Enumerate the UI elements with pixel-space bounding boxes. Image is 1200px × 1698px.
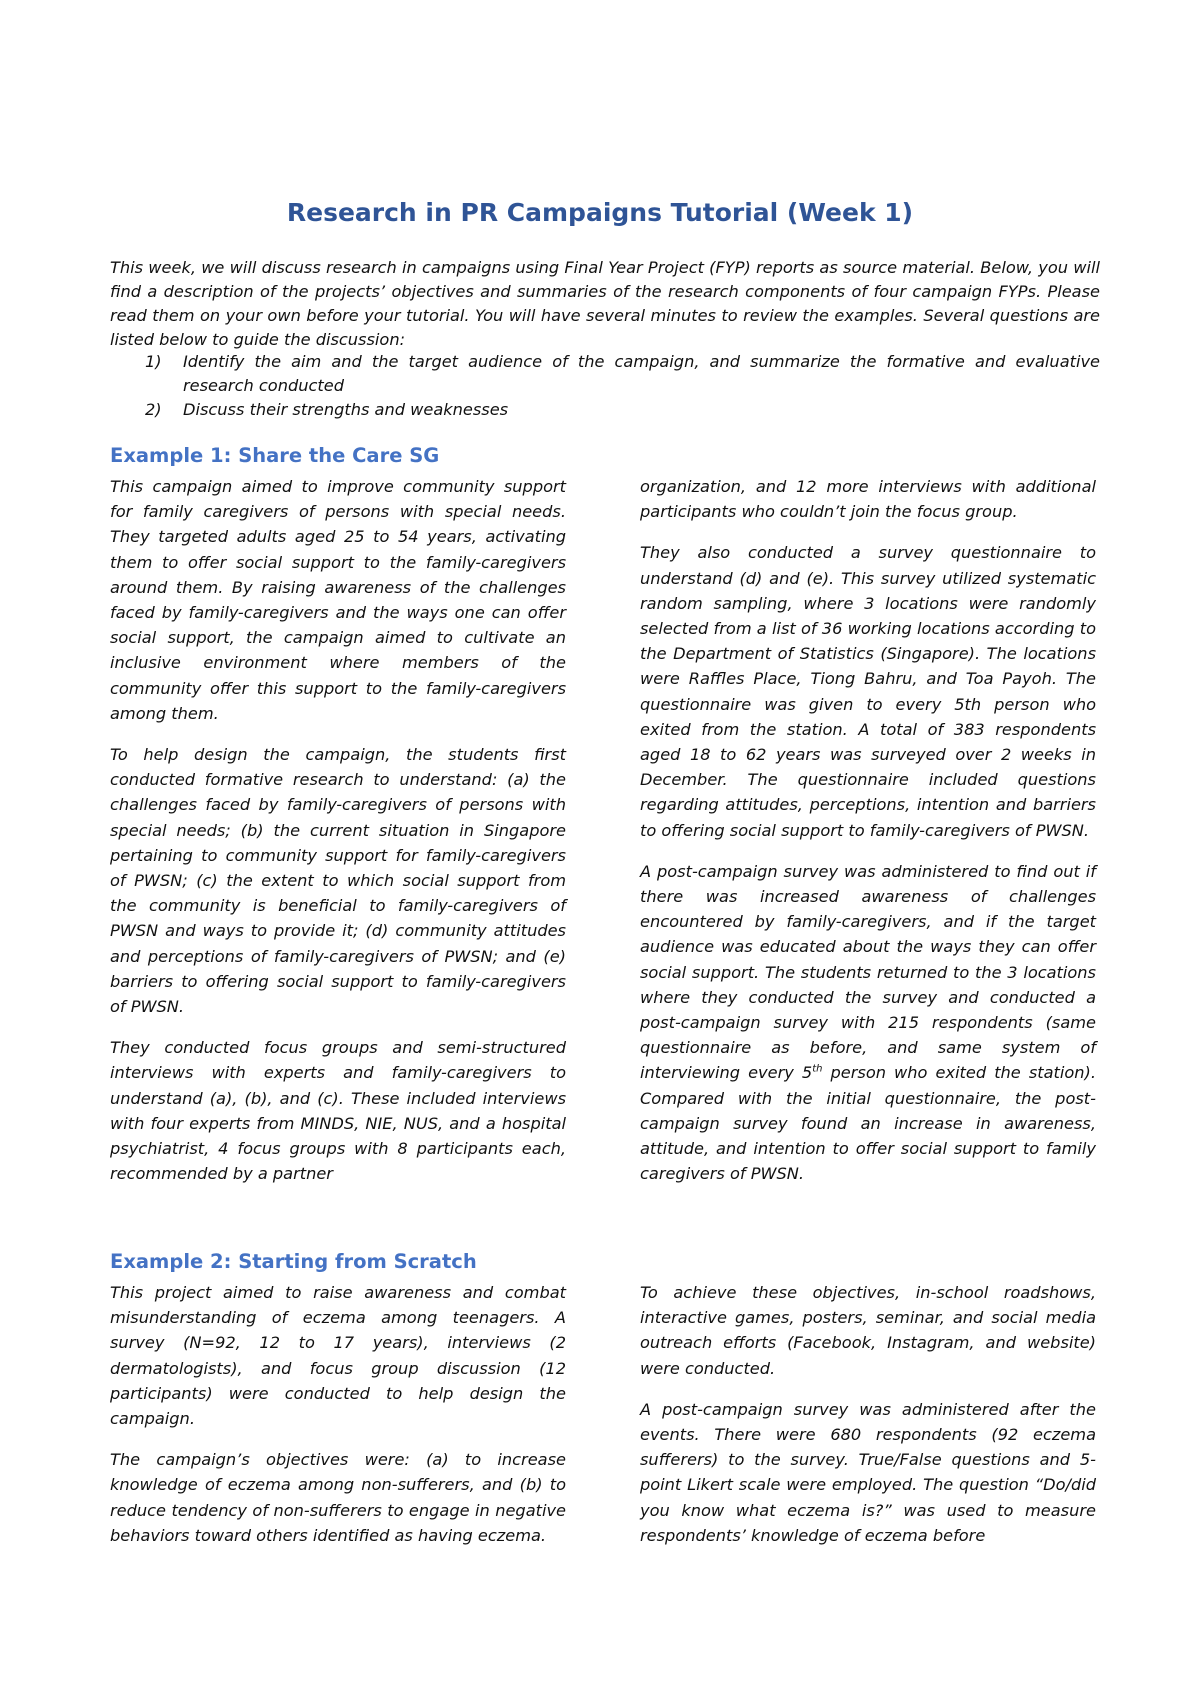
paragraph: To help design the campaign, the students first conducted formative research to understand: (a) the challenges faced by family-caregivers of persons with special needs; (b) the current situation in Singapore pertaining to community support for family-caregivers of PWSN; (c) the extent to which social support from the community is beneficial to family-caregivers of PWSN and ways to provide it; (d) community attitudes and perceptions of family-caregivers of PWSN; and (e) barriers to offering social support to family-caregivers of PWSN.	[110, 745, 566, 1017]
question-number: 1)	[145, 352, 162, 371]
paragraph: This campaign aimed to improve community support for family caregivers of persons with special needs. They targeted adults aged 25 to 54 years, activating them to offer social support to the family-caregivers around them. By raising awareness of the challenges faced by family-caregivers and the ways one can offer social support, the campaign aimed to cultivate an inclusive environment where members of the community offer this support to the family-caregivers among them.	[110, 477, 566, 723]
question-text: Identify the aim and the target audience of the campaign, and summarize the formative and evaluative research conducted	[183, 352, 1100, 395]
paragraph: To achieve these objectives, in-school roadshows, interactive games, posters, seminar, and social media outreach efforts (Facebook, Instagram, and website) were conducted.	[640, 1283, 1096, 1378]
paragraph: This project aimed to raise awareness and combat misunderstanding of eczema among teenagers. A survey (N=92, 12 to 17 years), interviews (2 dermatologists), and focus group discussion (12 participants) were conducted to help design the campaign.	[110, 1283, 566, 1429]
example-1-left-column	[110, 474, 566, 1186]
paragraph: The campaign’s objectives were: (a) to increase knowledge of eczema among non-sufferers, and (b) to reduce tendency of non-sufferers to engage in negative behaviors toward others identified as having eczema.	[110, 1450, 566, 1545]
superscript: th	[812, 1064, 823, 1076]
paragraph: They conducted focus groups and semi-structured interviews with experts and family-caregivers to understand (a), (b), and (c). These included interviews with four experts from MINDS, NIE, NUS, and a hospital psychiatrist, 4 focus groups with 8 participants each, recommended by a partner	[110, 1038, 566, 1184]
example-2-heading: Example 2: Starting from Scratch	[110, 1250, 477, 1273]
paragraph: They also conducted a survey questionnaire to understand (d) and (e). This survey utilized systematic random sampling, where 3 locations were randomly selected from a list of 36 working locations according to the Department of Statistics (Singapore). The locations were Raffles Place, Tiong Bahru, and Toa Payoh. The questionnaire was given to every 5th person who exited from the station. A total of 383 respondents aged 18 to 62 years was surveyed over 2 weeks in December. The questionnaire included questions regarding attitudes, perceptions, intention and barriers to offering social support to family-caregivers of PWSN.	[640, 543, 1096, 840]
example-1-heading: Example 1: Share the Care SG	[110, 444, 440, 467]
example-2-right-column	[640, 1280, 1096, 1548]
text-run: A post-campaign survey was administered to find out if there was increased awareness of challenges encountered by family-caregivers, and if the target audience was educated about the ways they can offer social support. The students returned to the 3 locations where they conducted the survey and conducted a post-campaign survey with 215 respondents (same questionnaire as before, and same system of interviewing every 5	[640, 861, 1096, 1083]
question-number: 2)	[145, 400, 162, 419]
text-run: person who exited the station). Compared with the initial questionnaire, the post-campaign survey found an increase in awareness, attitude, and intention to offer social support to family caregivers of PWSN.	[640, 1063, 1096, 1184]
discussion-questions	[110, 350, 1100, 422]
paragraph: organization, and 12 more interviews with additional participants who couldn’t join the focus group.	[640, 477, 1096, 522]
example-2-left-column	[110, 1280, 566, 1548]
question-text: Discuss their strengths and weaknesses	[183, 400, 509, 419]
intro-paragraph: This week, we will discuss research in campaigns using Final Year Project (FYP) reports as source material. Below, you will find a description of the projects’ objectives and summaries of the research components of four campaign FYPs. Please read them on your own before your tutorial. You will have several minutes to review the examples. Several questions are listed below to guide the discussion:	[110, 258, 1100, 349]
question-item	[110, 350, 1100, 398]
post-campaign-paragraph	[640, 859, 1096, 1187]
page-title: Research in PR Campaigns Tutorial (Week 1)	[286, 198, 914, 227]
example-1-right-column	[640, 474, 1096, 1186]
question-item	[110, 398, 1100, 422]
paragraph: A post-campaign survey was administered after the events. There were 680 respondents (92 eczema sufferers) to the survey. True/False questions and 5-point Likert scale were employed. The question “Do/did you know what eczema is?” was used to measure respondents’ knowledge of eczema before	[640, 1399, 1096, 1545]
